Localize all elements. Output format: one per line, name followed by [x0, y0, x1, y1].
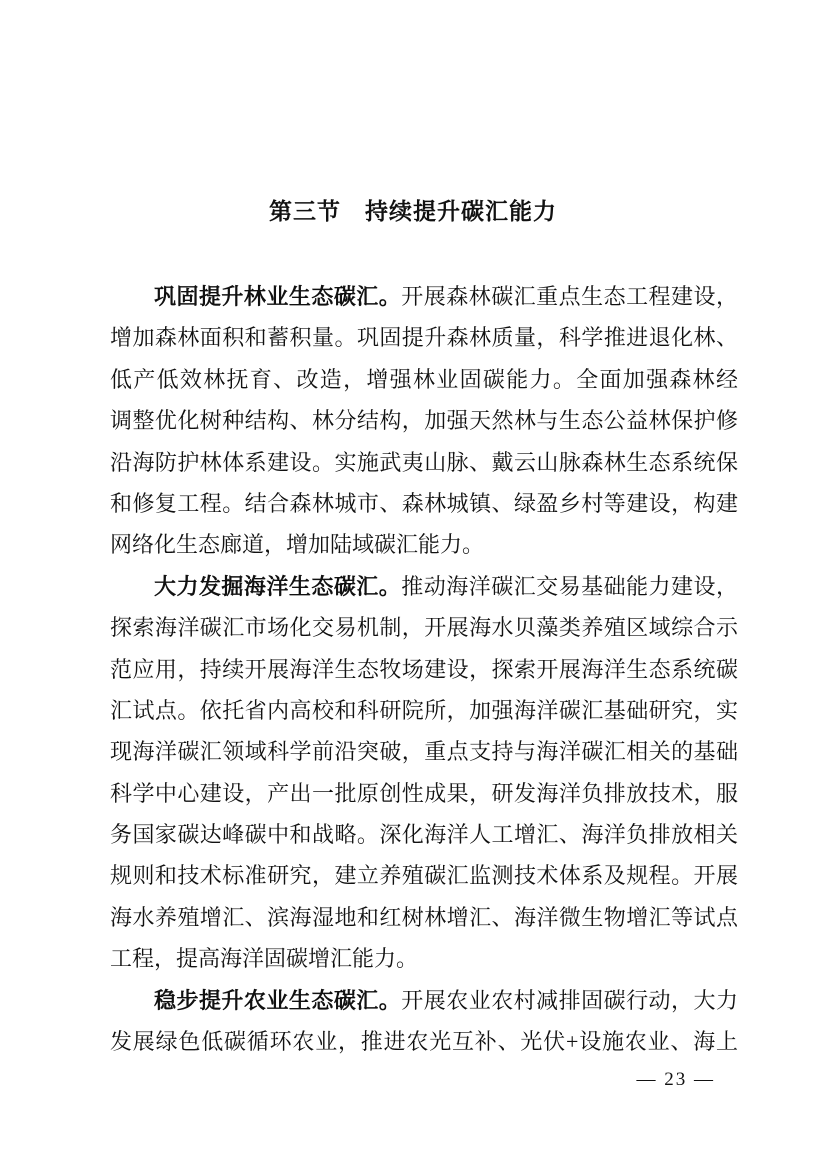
text-line: 海水养殖增汇、滨海湿地和红树林增汇、海洋微生物增汇等试点	[110, 904, 738, 930]
text-run: 开展农业农村减排固碳行动，大力	[401, 987, 738, 1013]
text-line: 工程，提高海洋固碳增汇能力。	[110, 946, 419, 972]
text-line: 增加森林面积和蓄积量。巩固提升森林质量，科学推进退化林、	[110, 325, 738, 351]
text-line: 科学中心建设，产出一批原创性成果，研发海洋负排放技术，服	[110, 780, 738, 806]
text-line: 发展绿色低碳循环农业，推进农光互补、光伏+设施农业、海上	[110, 1029, 738, 1055]
text-run: 开展森林碳汇重点生态工程建设，	[401, 284, 738, 309]
text-line: 沿海防护林体系建设。实施武夷山脉、戴云山脉森林生态系统保	[110, 449, 738, 475]
text-run: 推动海洋碳汇交易基础能力建设，	[401, 573, 738, 599]
text-line: 务国家碳达峰碳中和战略。深化海洋人工增汇、海洋负排放相关	[110, 822, 738, 848]
text-line: 调整优化树种结构、林分结构，加强天然林与生态公益林保护修	[110, 408, 738, 434]
text-line	[110, 566, 738, 607]
text-line: 现海洋碳汇领域科学前沿突破，重点支持与海洋碳汇相关的基础	[110, 739, 738, 765]
text-line	[110, 980, 738, 1021]
page-number: — 23 —	[636, 1069, 715, 1090]
text-line: 探索海洋碳汇市场化交易机制，开展海水贝藻类养殖区域综合示	[110, 615, 738, 641]
text-line: 网络化生态廊道，增加陆域碳汇能力。	[110, 532, 485, 558]
text-line: 范应用，持续开展海洋生态牧场建设，探索开展海洋生态系统碳	[110, 656, 738, 682]
document-body	[110, 276, 738, 1062]
paragraph-lead: 巩固提升林业生态碳汇。	[154, 284, 402, 309]
paragraph-lead: 大力发掘海洋生态碳汇。	[154, 573, 402, 599]
text-line: 和修复工程。结合森林城市、森林城镇、绿盈乡村等建设，构建	[110, 490, 738, 516]
text-line: 规则和技术标准研究，建立养殖碳汇监测技术体系及规程。开展	[110, 863, 738, 889]
text-line	[110, 276, 738, 317]
section-title: 第三节 持续提升碳汇能力	[269, 199, 557, 224]
text-line: 汇试点。依托省内高校和科研院所，加强海洋碳汇基础研究，实	[110, 697, 738, 723]
paragraph-lead: 稳步提升农业生态碳汇。	[154, 987, 402, 1013]
text-line: 低产低效林抚育、改造，增强林业固碳能力。全面加强森林经	[110, 366, 738, 392]
